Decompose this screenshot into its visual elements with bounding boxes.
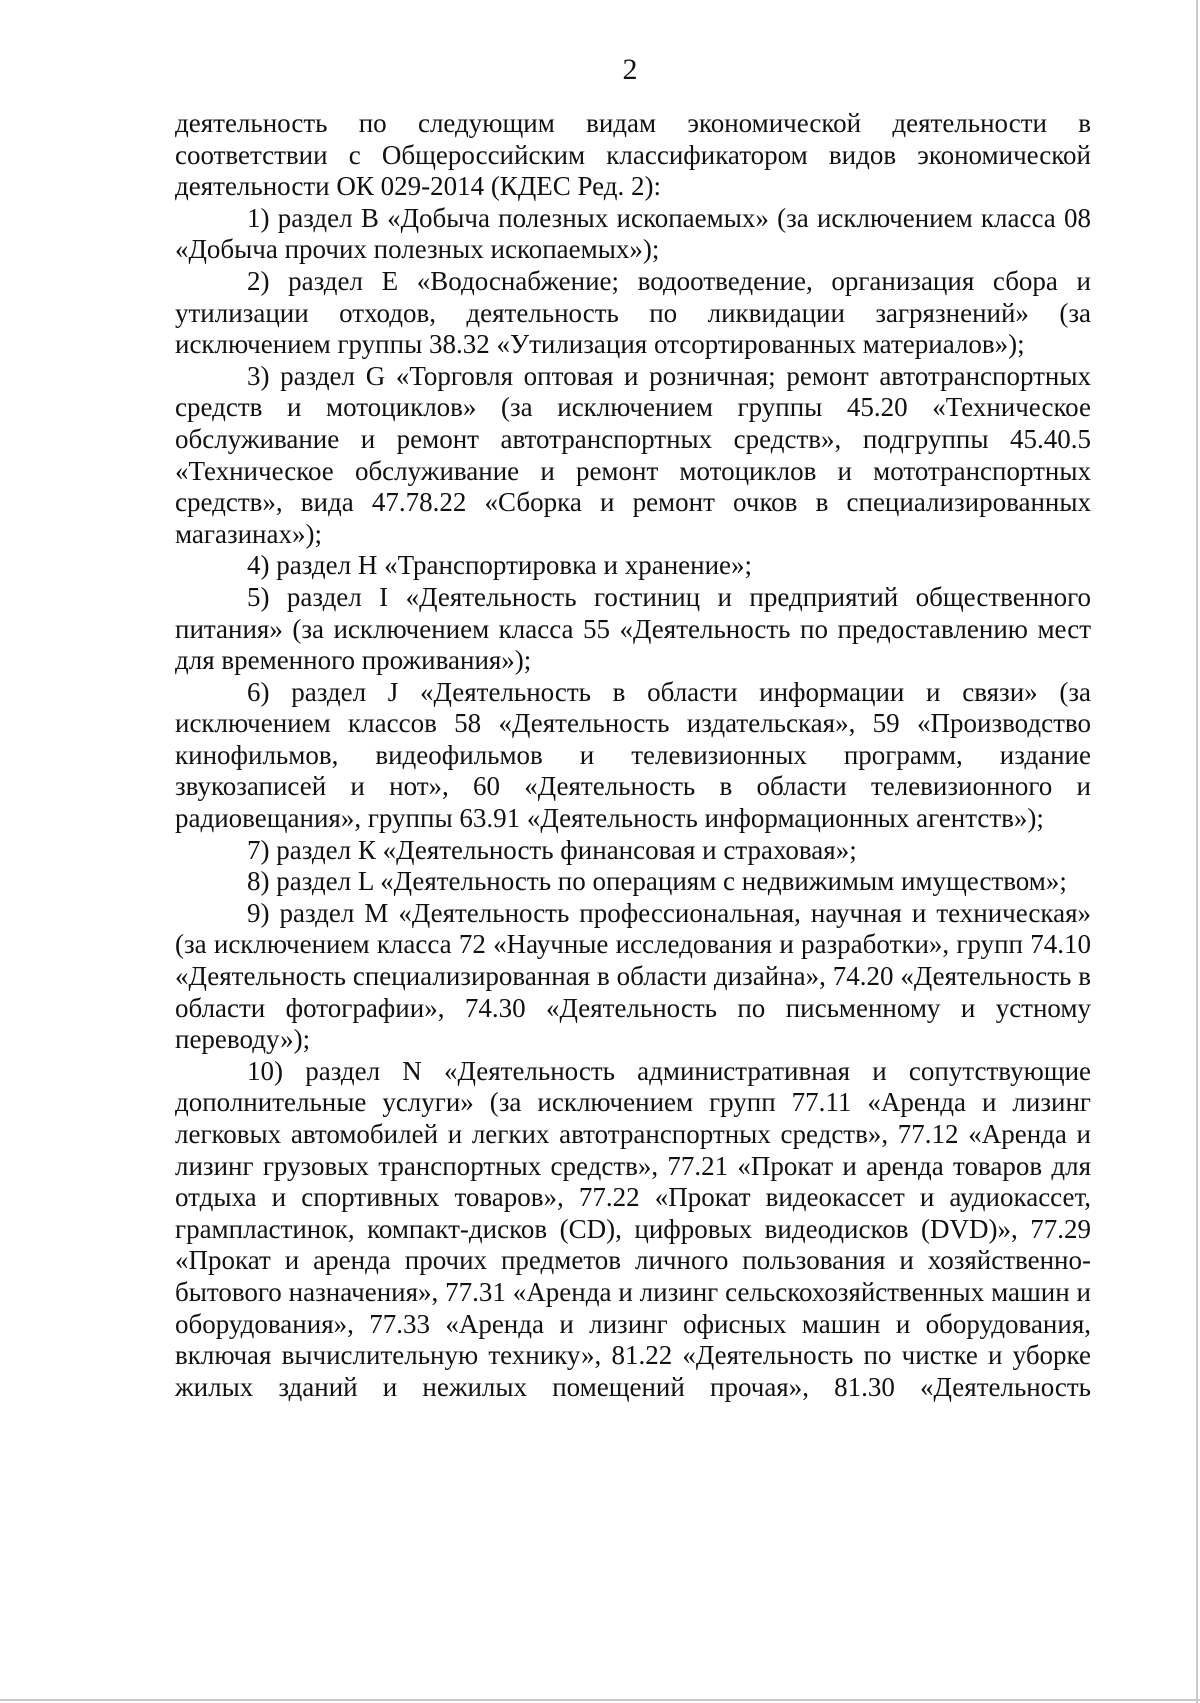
list-item-3: 3) раздел G «Торговля оптовая и розничная; ремонт автотранспортных средств и мотоциклов» (за исключением группы 45.20 «Техническое обслуживание и ремонт автотранспортных средств», подгруппы 45.40.5 «Техническое обслуживание и ремонт мотоциклов и мототранспортных средств», вида 47.78.22 «Сборка и ремонт очков в специализированных магазинах»);	[175, 360, 1091, 549]
page-edge-right	[1196, 0, 1198, 1703]
list-item-9: 9) раздел M «Деятельность профессиональная, научная и техническая» (за исключением класса 72 «Научные исследования и разработки», групп 74.10 «Деятельность специализированная в области дизайна», 74.20 «Деятельность в области фотографии», 74.30 «Деятельность по письменному и устному переводу»);	[175, 897, 1091, 1055]
list-item-5: 5) раздел I «Деятельность гостиниц и предприятий общественного питания» (за исключением класса 55 «Деятельность по предоставлению мест для временного проживания»);	[175, 581, 1091, 676]
list-item-1: 1) раздел В «Добыча полезных ископаемых» (за исключением класса 08 «Добыча прочих полезных ископаемых»);	[175, 202, 1091, 265]
list-item-2: 2) раздел Е «Водоснабжение; водоотведение, организация сбора и утилизации отходов, деятельность по ликвидации загрязнений» (за исключением группы 38.32 «Утилизация отсортированных материалов»);	[175, 265, 1091, 360]
document-body	[175, 108, 1091, 1403]
page-edge-bottom	[0, 1699, 1200, 1701]
list-item-8: 8) раздел L «Деятельность по операциям с недвижимым имуществом»;	[247, 866, 1067, 897]
page-number: 2	[622, 53, 638, 86]
list-item-10: 10) раздел N «Деятельность административная и сопутствующие дополнительные услуги» (за исключением групп 77.11 «Аренда и лизинг легковых автомобилей и легких автотранспортных средств», 77.12 «Аренда и лизинг грузовых транспортных средств», 77.21 «Прокат и аренда товаров для отдыха и спортивных товаров», 77.22 «Прокат видеокассет и аудиокассет, грампластинок, компакт-дисков (CD), цифровых видеодисков (DVD)», 77.29 «Прокат и аренда прочих предметов личного пользования и хозяйственно-бытового назначения», 77.31 «Аренда и лизинг сельскохозяйственных машин и оборудования», 77.33 «Аренда и лизинг офисных машин и оборудования, включая вычислительную технику», 81.22 «Деятельность по чистке и уборке жилых зданий и нежилых помещений прочая», 81.30 «Деятельность	[175, 1055, 1091, 1402]
paragraph-intro: деятельность по следующим видам экономической деятельности в соответствии с Общероссийским классификатором видов экономической деятельности ОК 029-2014 (КДЕС Ред. 2):	[175, 108, 1091, 202]
list-item-4: 4) раздел Н «Транспортировка и хранение»;	[247, 550, 753, 581]
list-item-7: 7) раздел К «Деятельность финансовая и страховая»;	[247, 834, 857, 865]
list-item-6: 6) раздел J «Деятельность в области информации и связи» (за исключением классов 58 «Деятельность издательская», 59 «Производство кинофильмов, видеофильмов и телевизионных программ, издание звукозаписей и нот», 60 «Деятельность в области телевизионного и радиовещания», группы 63.91 «Деятельность информационных агентств»);	[175, 676, 1091, 834]
